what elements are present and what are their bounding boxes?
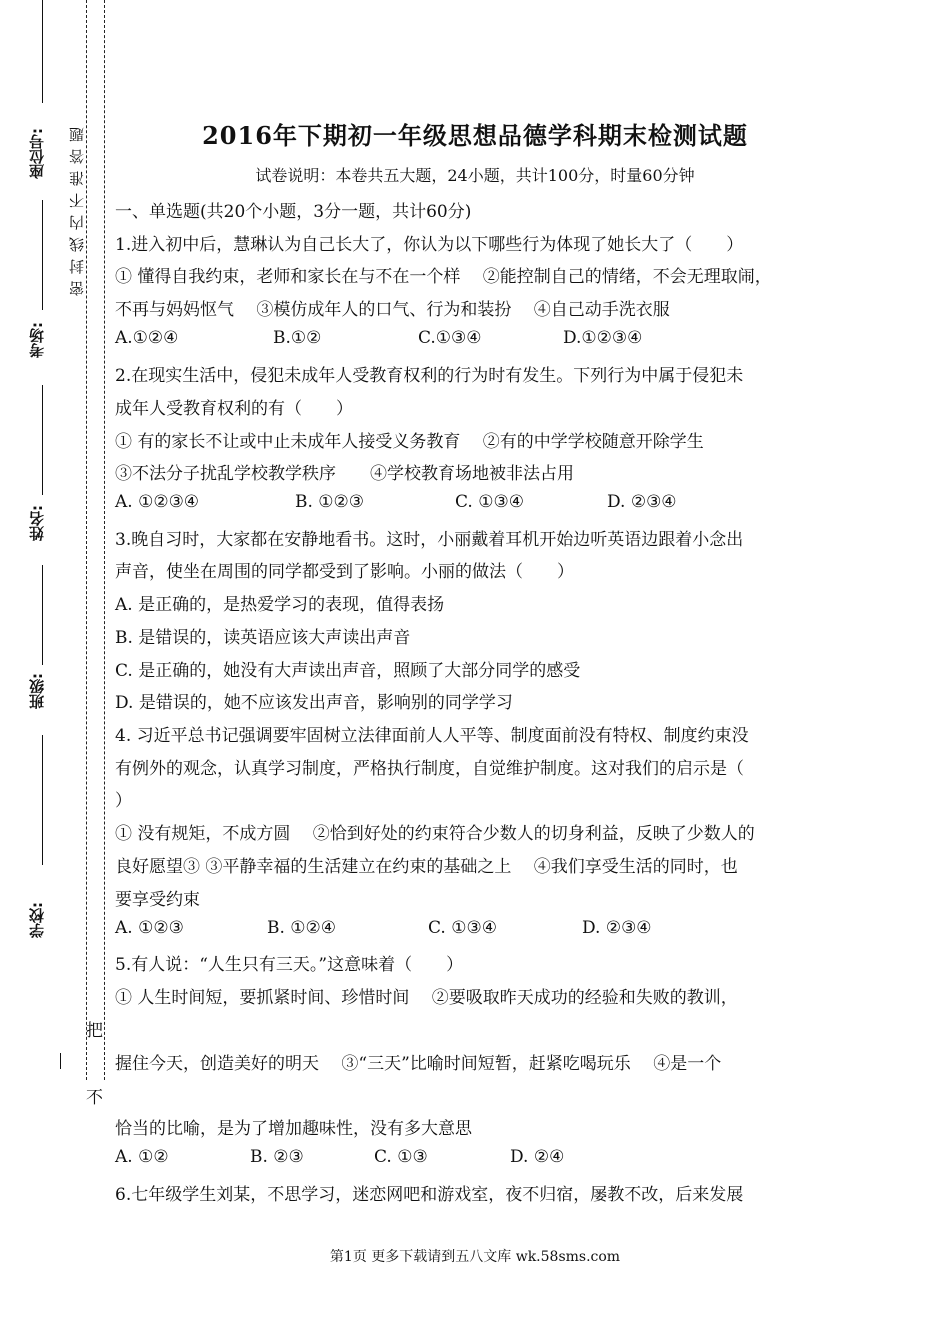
question-line: 6.七年级学生刘某，不思学习，迷恋网吧和游戏室，夜不归宿，屡教不改，后来发展 <box>115 1185 744 1205</box>
answer-options <box>115 492 677 512</box>
option-c: C. ①③④ <box>428 918 497 938</box>
option-c: C.①③④ <box>418 328 482 348</box>
class-label: 班级: <box>28 673 46 709</box>
question-line: ① 懂得自我约束，老师和家长在与不在一个样 ②能控制自己的情绪，不会无理取闹， <box>115 267 772 287</box>
question-line: 良好愿望③ ③平静幸福的生活建立在约束的基础之上 ④我们享受生活的同时，也 <box>115 857 738 877</box>
name-label: 姓名: <box>28 505 46 541</box>
question-line: 握住今天，创造美好的明天 ③“三天”比喻时间短暂，赶紧吃喝玩乐 ④是一个 <box>115 1054 722 1074</box>
question-line: 不再与妈妈怄气 ③模仿成年人的口气、行为和装扮 ④自己动手洗衣服 <box>115 300 670 320</box>
field-rule <box>42 200 43 310</box>
option-d: D. ②③④ <box>582 918 652 938</box>
option-b: B. ①②④ <box>267 918 337 938</box>
question-line: B. 是错误的，读英语应该大声读出声音 <box>115 628 411 648</box>
question-line: C. 是正确的，她没有大声读出声音，照顾了大部分同学的感受 <box>115 661 581 681</box>
question-line: 声音，使坐在周围的同学都受到了影响。小丽的做法（ ） <box>115 562 574 582</box>
question-line: 要享受约束 <box>115 890 200 910</box>
field-rule <box>42 0 43 103</box>
answer-options <box>115 1147 564 1167</box>
question-line: 有例外的观念，认真学习制度，严格执行制度，自觉维护制度。这对我们的启示是（ <box>115 759 744 779</box>
question-line: ① 人生时间短，要抓紧时间、珍惜时间 ②要吸取昨天成功的经验和失败的教训， <box>115 988 738 1008</box>
exam-room-label: 考场: <box>28 322 46 358</box>
seat-number-label: 座位号: <box>28 128 46 179</box>
school-label: 学校: <box>28 902 46 938</box>
option-b: B.①② <box>273 328 322 348</box>
question-line: 3.晚自习时，大家都在安静地看书。这时，小丽戴着耳机开始边听英语边跟着小念出 <box>115 530 744 550</box>
option-a: A. ①②③ <box>115 918 184 938</box>
stray-char: 不 <box>86 1088 103 1108</box>
option-b: B. ①②③ <box>295 492 365 512</box>
option-a: A.①②④ <box>115 328 179 348</box>
question-line: 1.进入初中后，慧琳认为自己长大了，你认为以下哪些行为体现了她长大了（ ） <box>115 235 744 255</box>
question-line: 成年人受教育权利的有（ ） <box>115 399 353 419</box>
page-title: 2016年下期初一年级思想品德学科期末检测试题 <box>202 121 748 150</box>
stray-char: 把 <box>86 1021 103 1041</box>
field-rule <box>42 735 43 865</box>
seal-line-inner <box>104 0 105 1080</box>
option-c: C. ①③④ <box>455 492 524 512</box>
page-footer: 第1页 更多下载请到五八文库 wk.58sms.com <box>329 1249 621 1265</box>
option-d: D. ②④ <box>510 1147 565 1167</box>
question-line: ③不法分子扰乱学校教学秩序 ④学校教育场地被非法占用 <box>115 464 574 484</box>
question-line: 4. 习近平总书记强调要牢固树立法律面前人人平等、制度面前没有特权、制度约束没 <box>115 726 749 746</box>
question-line: 恰当的比喻，是为了增加趣味性，没有多大意思 <box>115 1119 472 1139</box>
option-d: D. ②③④ <box>607 492 677 512</box>
question-line: A. 是正确的，是热爱学习的表现，值得表扬 <box>115 595 445 615</box>
question-line: ① 有的家长不让或中止未成年人接受义务教育 ②有的中学学校随意开除学生 <box>115 432 704 452</box>
exam-description: 试卷说明：本卷共五大题，24小题，共计100分，时量60分钟 <box>255 166 695 185</box>
answer-options <box>115 918 652 938</box>
question-line: ① 没有规矩，不成方圆 ②恰到好处的约束符合少数人的切身利益，反映了少数人的 <box>115 824 755 844</box>
option-a: A. ①②③④ <box>115 492 200 512</box>
option-a: A. ①② <box>115 1147 169 1167</box>
answer-options <box>115 328 642 348</box>
question-line: 5.有人说：“人生只有三天。”这意味着（ ） <box>115 955 464 975</box>
option-b: B. ②③ <box>250 1147 304 1167</box>
option-d: D.①②③④ <box>563 328 643 348</box>
question-line: ） <box>115 791 132 811</box>
field-rule <box>42 565 43 665</box>
option-c: C. ①③ <box>374 1147 428 1167</box>
question-line: D. 是错误的，她不应该发出声音，影响别的同学学习 <box>115 693 513 713</box>
seal-line-outer <box>86 0 87 1080</box>
field-rule <box>42 385 43 495</box>
section-heading: 一、单选题(共20个小题，3分一题，共计60分) <box>115 202 472 222</box>
question-line: 2.在现实生活中，侵犯未成年人受教育权利的行为时有发生。下列行为中属于侵犯未 <box>115 366 744 386</box>
field-rule <box>60 1053 61 1069</box>
seal-warning-text: 密封线内不准答题 <box>68 120 86 296</box>
